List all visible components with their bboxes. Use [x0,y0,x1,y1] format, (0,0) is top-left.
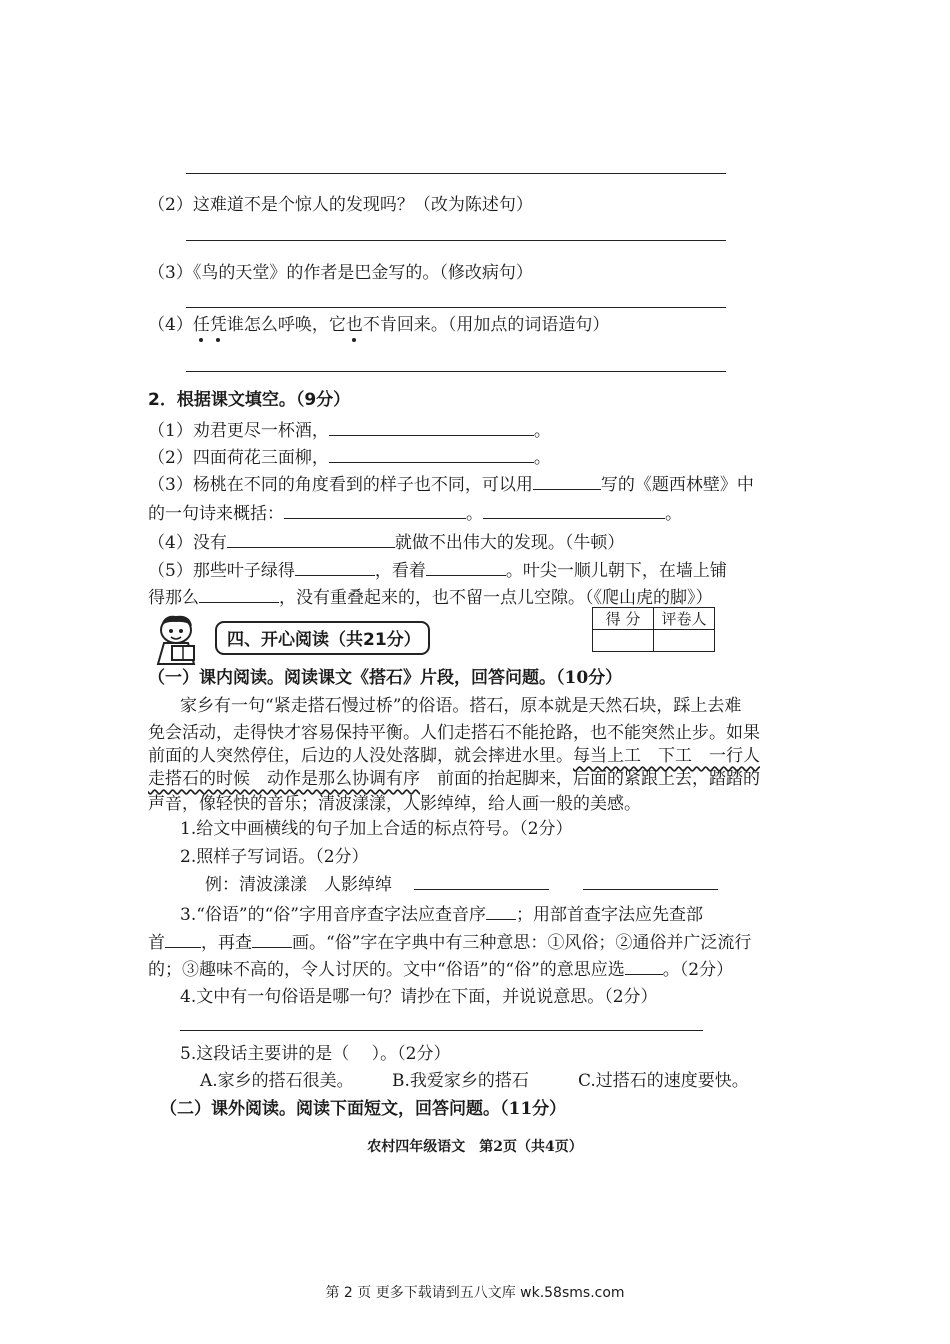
passage-line-4: 走搭石的时候 动作是那么协调有序 前面的抬起脚来，后面的紧跟上去，踏踏的 [148,769,760,789]
answer-line-q4 [180,1030,703,1031]
q2-line-4: （4）没有 就做不出伟大的发现。（牛顿） [148,533,625,553]
passage-line-3: 前面的人突然停住，后边的人没处落脚，就会摔进水里。每当上工 下工 一行人 [148,746,760,766]
option-b: B.我爱家乡的搭石 [392,1071,529,1091]
section-4-title: 四、开心阅读（共21分） [215,621,430,655]
option-a: A.家乡的搭石很美。 [200,1071,354,1091]
q2-title: 2．根据课文填空。（9分） [148,390,351,410]
q2-line-3: （3）杨桃在不同的角度看到的样子也不同，可以用 写的《题西林壁》中 [148,475,754,495]
passage-line-5: 声音，像轻快的音乐；清波漾漾，人影绰绰，给人画一般的美感。 [148,794,641,814]
option-c: C.过搭石的速度要快。 [578,1071,749,1091]
reading-2-heading: （二）课外阅读。阅读下面短文，回答问题。（11分） [160,1099,567,1119]
reading-1-q2: 2.照样子写词语。（2分） [180,847,369,867]
passage-line-2: 免会活动，走得快才容易保持平衡。人们走搭石不能抢路，也不能突然止步。如果 [148,723,760,743]
reading-1-q5: 5.这段话主要讲的是（ ）。（2分） [180,1044,451,1064]
reading-1-q4: 4.文中有一句俗语是哪一句？请抄在下面，并说说意思。（2分） [180,987,658,1007]
answer-line-2 [186,240,726,241]
q2-line-5: （5）那些叶子绿得 ，看着 。叶尖一顺儿朝下，在墙上铺 [148,561,727,581]
score-table [592,607,715,652]
passage-line-1: 家乡有一句“紧走搭石慢过桥”的俗语。搭石，原本就是天然石块，踩上去难 [180,696,742,716]
reading-1-q1: 1.给文中画横线的句子加上合适的标点符号。（2分） [180,819,573,839]
score-cell [593,630,654,652]
answer-line-4 [186,371,726,372]
page-footer: 农村四年级语文 第2页（共4页） [367,1139,583,1155]
q2-line-6: 得那么 ，没有重叠起来的，也不留一点儿空隙。（《爬山虎的脚》） [148,588,713,608]
answer-line-3 [186,307,726,308]
reading-1-q3-cont-1: 首 ，再查 画。“俗”字在字典中有三种意思：①风俗；②通俗并广泛流行 [148,933,752,953]
q1-item-4: （4）任凭谁怎么呼唤，它也不肯回来。（用加点的词语造句） [148,315,610,335]
q2-line-2: （2）四面荷花三面柳， 。 [148,448,551,468]
reading-1-q3: 3.“俗语”的“俗”字用音序查字法应查音序 ；用部首查字法应先查部 [180,905,703,925]
q2-line-1: （1）劝君更尽一杯酒， 。 [148,421,551,441]
reading-kid-icon [150,612,210,666]
q1-item-3: （3）《鸟的天堂》的作者是巴金写的。（修改病句） [148,263,533,283]
grader-cell [654,630,715,652]
answer-line-1 [186,173,726,174]
score-label: 得 分 [593,608,654,630]
q1-item-2: （2）这难道不是个惊人的发现吗？（改为陈述句） [148,195,533,215]
download-note: 第 2 页 更多下载请到五八文库 wk.58sms.com [325,1285,625,1301]
reading-1-q3-cont-2: 的；③趣味不高的，令人讨厌的。文中“俗语”的“俗”的意思应选 。（2分） [148,960,734,980]
grader-label: 评卷人 [654,608,715,630]
q2-line-3-cont: 的一句诗来概括： 。 。 [148,504,682,524]
reading-1-heading: （一）课内阅读。阅读课文《搭石》片段，回答问题。（10分） [148,668,623,688]
reading-1-q2-example: 例：清波漾漾 人影绰绰 [205,873,718,896]
